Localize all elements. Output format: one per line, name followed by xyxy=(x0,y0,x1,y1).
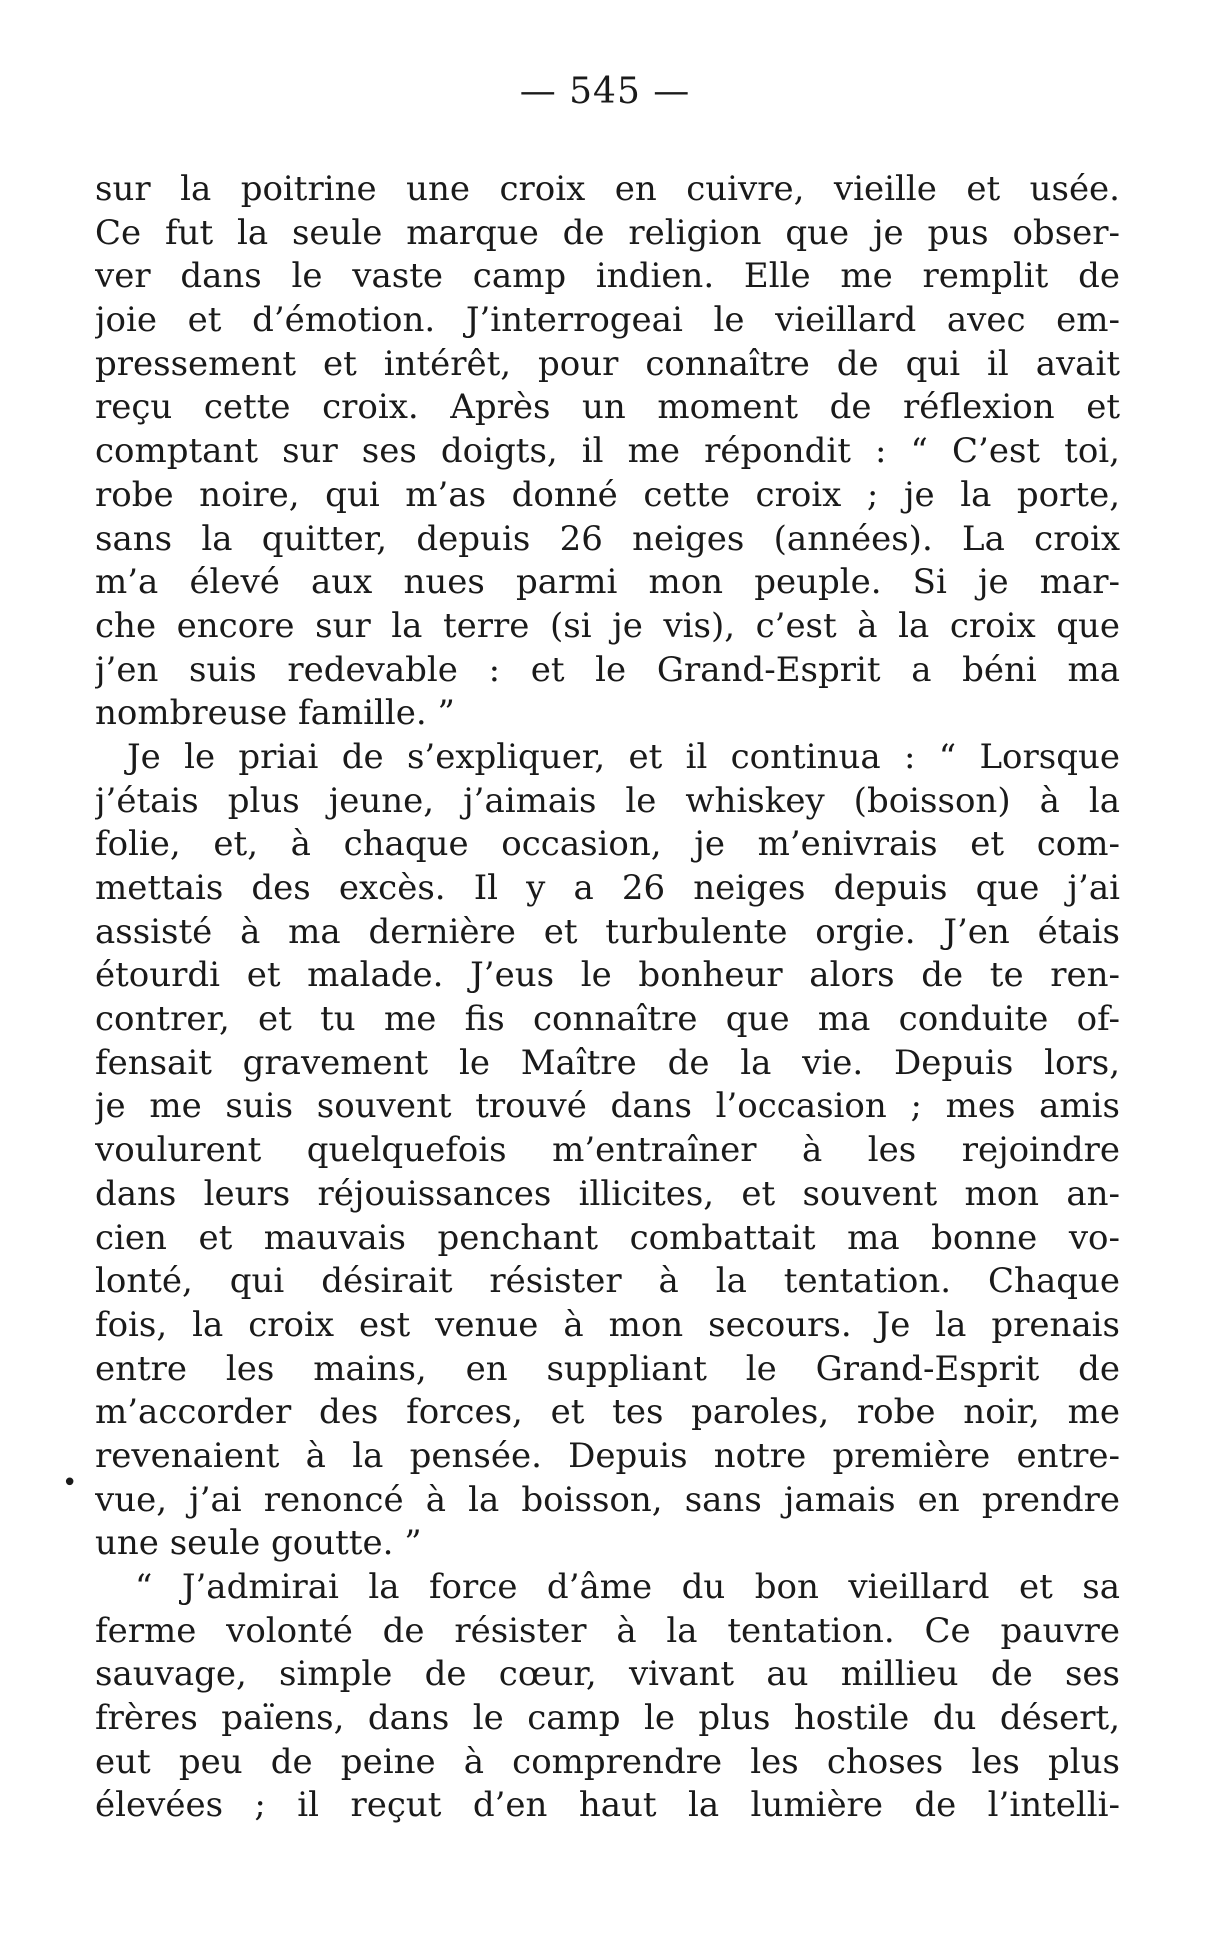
text-line: robe noire, qui m’as donné cette croix ; je la porte, xyxy=(95,474,1120,515)
text-line: Ce fut la seule marque de religion que je pus obser- xyxy=(95,212,1120,253)
text-line: j’étais plus jeune, j’aimais le whiskey (boisson) à la xyxy=(95,780,1120,821)
paragraph-end-line: nombreuse famille. ” xyxy=(95,693,455,734)
text-line: sauvage, simple de cœur, vivant au millieu de ses xyxy=(95,1654,1120,1695)
text-line: fois, la croix est venue à mon secours. Je la prenais xyxy=(95,1304,1120,1345)
text-line: joie et d’émotion. J’interrogeai le vieillard avec em- xyxy=(95,300,1120,341)
text-line: ferme volonté de résister à la tentation. Ce pauvre xyxy=(95,1610,1120,1651)
text-line: voulurent quelquefois m’entraîner à les rejoindre xyxy=(95,1130,1120,1171)
text-line: frères païens, dans le camp le plus hostile du désert, xyxy=(95,1698,1120,1739)
text-line: m’accorder des forces, et tes paroles, robe noir, me xyxy=(95,1392,1120,1433)
text-line: élevées ; il reçut d’en haut la lumière de l’intelli- xyxy=(95,1785,1120,1826)
text-line: sur la poitrine une croix en cuivre, vieille et usée. xyxy=(95,169,1120,209)
text-line: assisté à ma dernière et turbulente orgie. J’en étais xyxy=(95,911,1120,952)
margin-bullet-mark: • xyxy=(62,1468,78,1498)
paragraph-start-line: “ J’admirai la force d’âme du bon vieillard et sa xyxy=(135,1567,1120,1607)
text-line: pressement et intérêt, pour connaître de qui il avait xyxy=(95,343,1120,384)
text-line: comptant sur ses doigts, il me répondit : “ C’est toi, xyxy=(95,431,1120,472)
text-line: vue, j’ai renoncé à la boisson, sans jamais en prendre xyxy=(95,1479,1120,1520)
text-line: mettais des excès. Il y a 26 neiges depuis que j’ai xyxy=(95,868,1120,908)
text-line: dans leurs réjouissances illicites, et souvent mon an- xyxy=(95,1173,1120,1214)
text-line: folie, et, à chaque occasion, je m’enivrais et com- xyxy=(95,824,1120,865)
text-line: j’en suis redevable : et le Grand-Esprit a béni ma xyxy=(95,649,1120,690)
text-line: reçu cette croix. Après un moment de réflexion et xyxy=(95,387,1120,428)
paragraph-end-line: une seule goutte. ” xyxy=(95,1523,422,1564)
text-line: je me suis souvent trouvé dans l’occasion ; mes amis xyxy=(95,1086,1120,1127)
text-body xyxy=(95,168,1120,1828)
text-line: che encore sur la terre (si je vis), c’est à la croix que xyxy=(95,605,1120,646)
text-line: ver dans le vaste camp indien. Elle me remplit de xyxy=(95,256,1120,297)
text-line: contrer, et tu me fis connaître que ma conduite of- xyxy=(95,999,1120,1040)
text-line: revenaient à la pensée. Depuis notre première entre- xyxy=(95,1435,1120,1476)
text-line: eut peu de peine à comprendre les choses les plus xyxy=(95,1741,1120,1782)
text-line: sans la quitter, depuis 26 neiges (années). La croix xyxy=(95,518,1120,559)
text-line: étourdi et malade. J’eus le bonheur alors de te ren- xyxy=(95,955,1120,996)
text-line: entre les mains, en suppliant le Grand-Esprit de xyxy=(95,1348,1120,1389)
text-line: fensait gravement le Maître de la vie. Depuis lors, xyxy=(95,1042,1120,1083)
text-line: m’a élevé aux nues parmi mon peuple. Si je mar- xyxy=(95,562,1120,603)
text-line: lonté, qui désirait résister à la tentation. Chaque xyxy=(95,1261,1120,1302)
text-line: cien et mauvais penchant combattait ma bonne vo- xyxy=(95,1217,1120,1258)
page-number: — 545 — xyxy=(519,71,691,112)
paragraph-start-line: Je le priai de s’expliquer, et il continua : “ Lorsque xyxy=(127,736,1120,777)
